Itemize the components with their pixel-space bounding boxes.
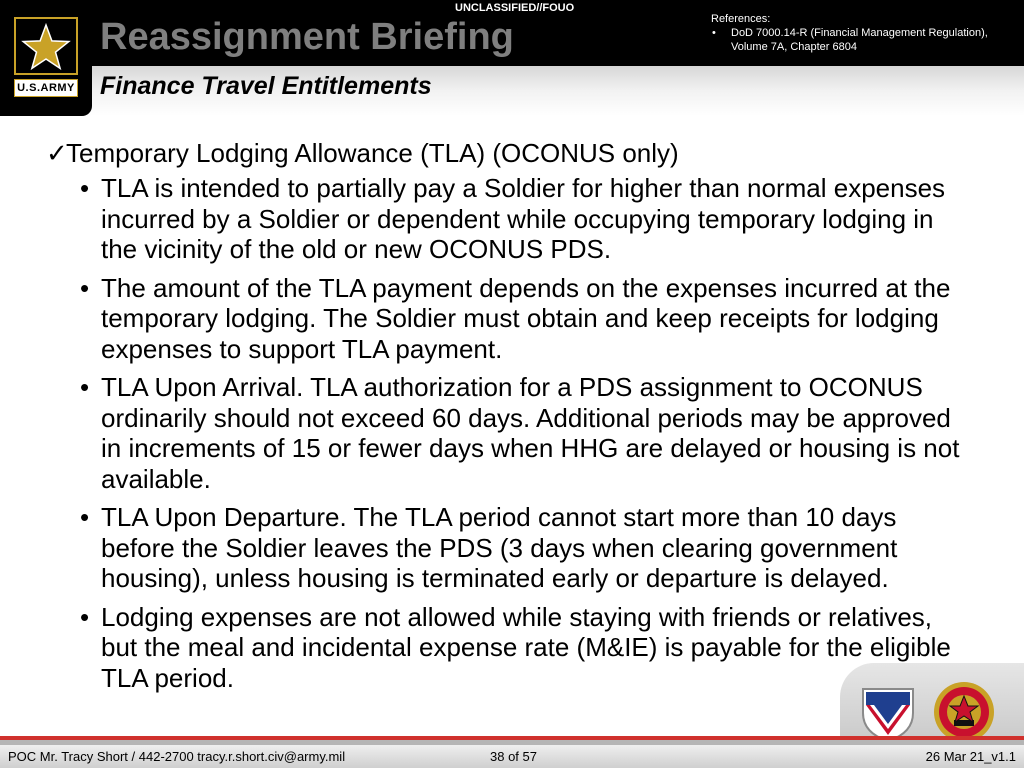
list-item <box>46 602 966 694</box>
page-number: 38 of 57 <box>490 749 537 764</box>
references-list <box>711 26 1016 54</box>
amc-shield-emblem <box>858 683 918 743</box>
star-icon <box>16 19 76 73</box>
footer <box>0 745 1024 768</box>
reference-item <box>712 26 1016 54</box>
footer-poc: POC Mr. Tracy Short / 442-2700 tracy.r.short.civ@army.mil <box>8 749 346 764</box>
page-subtitle: Finance Travel Entitlements <box>100 72 432 100</box>
list-item-text: Lodging expenses are not allowed while staying with friends or relatives, but the meal and incidental expense rate (M&IE) is payable for the eligible TLA period. <box>101 601 951 693</box>
army-logo <box>0 0 92 116</box>
classification-banner: UNCLASSIFIED//FOUO <box>455 2 575 14</box>
main-point-text: Temporary Lodging Allowance (TLA) (OCONUS only) <box>66 138 679 168</box>
list-item-text: TLA Upon Arrival. TLA authorization for a PDS assignment to OCONUS ordinarily should not exceed 60 days. Additional periods may be approved in increments of 15 or fewer days when HHG are delayed or housing is not available. <box>101 372 960 494</box>
page-title: Reassignment Briefing <box>100 16 514 58</box>
bullet-list <box>46 173 966 693</box>
army-wordmark: U.S.ARMY <box>14 79 78 97</box>
list-item-text: The amount of the TLA payment depends on the expenses incurred at the temporary lodging. The Soldier must obtain and keep receipts for lodging expenses to support TLA payment. <box>101 272 951 364</box>
footer-date-version: 26 Mar 21_v1.1 <box>925 749 1016 764</box>
list-item-text: TLA Upon Departure. The TLA period cannot start more than 10 days before the Soldier leaves the PDS (3 days when clearing government housing), unless housing is terminated early or departure is delayed. <box>101 502 898 593</box>
checkmark-icon: ✓ <box>46 138 68 168</box>
bullet-icon: • <box>80 372 90 402</box>
bullet-icon: • <box>80 272 90 303</box>
bullet-icon: • <box>80 502 90 532</box>
list-item-text: TLA is intended to partially pay a Soldier for higher than normal expenses incurred by a Soldier or dependent while occupying temporary lodging in the vicinity of the old or new OCONUS PDS. <box>101 173 946 264</box>
army-star-logo <box>14 17 78 75</box>
list-item <box>46 273 966 365</box>
bullet-icon: • <box>80 173 90 203</box>
references-box <box>711 12 1016 54</box>
list-item <box>46 173 966 265</box>
support-command-emblem <box>932 680 996 744</box>
reference-text: DoD 7000.14-R (Financial Management Regulation), Volume 7A, Chapter 6804 <box>731 27 988 53</box>
slide-content <box>46 138 966 693</box>
list-item <box>46 372 966 494</box>
list-item <box>46 502 966 594</box>
reference-bullet: • <box>712 27 716 39</box>
references-heading: References: <box>711 13 771 25</box>
bullet-icon: • <box>80 601 90 632</box>
main-point <box>46 138 966 169</box>
